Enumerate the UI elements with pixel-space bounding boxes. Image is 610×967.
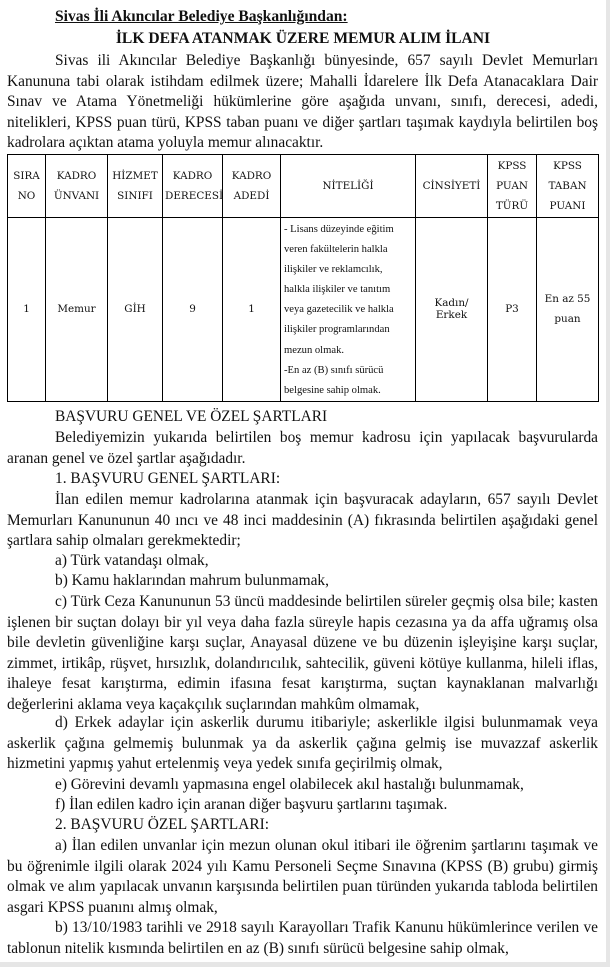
header-sira-no: SIRA NO	[8, 155, 46, 218]
cell-kadro-unvani: Memur	[46, 218, 108, 402]
cell-kpss-taban-puani: En az 55 puan	[537, 218, 599, 402]
position-table	[7, 154, 599, 402]
header-kadro-unvani: KADRO ÜNVANI	[46, 155, 108, 218]
header-cinsiyeti: CİNSİYETİ	[416, 155, 488, 218]
general-intro-paragraph: Belediyemizin yukarıda belirtilen boş memur kadrosu için yapılacak başvurularda aranan genel ve özel şartlar aşağıdadır.	[7, 429, 598, 467]
section-heading-general: BAŞVURU GENEL VE ÖZEL ŞARTLARI	[55, 408, 328, 425]
ozel-item-a: a) İlan edilen unvanlar için mezun olunan okul itibari ile öğrenim şartlarını taşımak ve bu öğrenimle ilgili olarak 2024 yılı Kamu Personeli Seçme Sınavına (KPSS (B) grubu) girmiş olmak ve alım yapılacak unvanın karşısında belirtilen puan türünden yukarıda tabloda belirtilen asgari KPSS puanını almış olmak,	[7, 837, 598, 916]
ozel-sartlar-heading: 2. BAŞVURU ÖZEL ŞARTLARI:	[55, 816, 269, 833]
announcement-title: İLK DEFA ATANMAK ÜZERE MEMUR ALIM İLANI	[115, 30, 491, 47]
genel-item-c: c) Türk Ceza Kanununun 53 üncü maddesinde belirtilen süreler geçmiş olsa bile; kasten işlenen bir suçtan dolayı bir yıl veya daha fazla süreyle hapis cezasına ya da affa uğramış olsa bile devletin güvenliğine karşı suçlar, Anayasal düzene ve bu düzenin işleyişine karşı suçlar, zimmet, irtikâp, rüşvet, hırsızlık, dolandırıcılık, sahtecilik, güveni kötüye kullanma, hileli iflas, ihaleye fesat karıştırma, edimin ifasına fesat karıştırma, suçtan kaynaklanan malvarlığı değerlerini aklama veya kaçakçılık suçlarından mahkûm olmamak,	[7, 593, 598, 713]
table-row	[8, 218, 599, 402]
genel-item-b: b) Kamu haklarından mahrum bulunmamak,	[55, 572, 329, 589]
ozel-item-b: b) 13/10/1983 tarihli ve 2918 sayılı Karayolları Trafik Kanunu hükümlerince verilen ve tablonun nitelik kısmında belirtilen en az (B) sınıfı sürücü belgesine sahip olmak,	[7, 919, 598, 957]
cell-hizmet-sinifi: GİH	[108, 218, 163, 402]
genel-item-a: a) Türk vatandaşı olmak,	[55, 552, 209, 569]
cell-kadro-derecesi: 9	[163, 218, 223, 402]
header-kpss-puan-turu: KPSS PUAN TÜRÜ	[488, 155, 537, 218]
cell-niteligi: - Lisans düzeyinde eğitim veren fakültelerin halkla ilişkiler ve reklamcılık, halkla ilişkiler ve tanıtım veya gazetecilik ve halkla ilişkiler programlarından mezun olmak. -En az (B) sınıfı sürücü belgesine sahip olmak.	[281, 218, 416, 402]
intro-paragraph: Sivas ili Akıncılar Belediye Başkanlığı bünyesinde, 657 sayılı Devlet Memurları Kanununa tabi olarak istihdam edilmek üzere; Mahalli İdarelere İlk Defa Atanacaklara Dair Sınav ve Atama Yönetmeliği hükümlerine göre aşağıda unvanı, sınıfı, derecesi, adedi, nitelikleri, KPSS puan türü, KPSS taban puanı ve diğer şartları taşımak kaydıyla belirtilen boş kadrolara açıktan atama yoluyla memur alınacaktır.	[7, 52, 598, 152]
header-kadro-derecesi: KADRO DERECESİ	[163, 155, 223, 218]
header-hizmet-sinifi: HİZMET SINIFI	[108, 155, 163, 218]
header-niteligi: NİTELİĞİ	[281, 155, 416, 218]
header-kadro-adedi: KADRO ADEDİ	[223, 155, 281, 218]
genel-item-f: f) İlan edilen kadro için aranan diğer başvuru şartlarını taşımak.	[55, 796, 448, 813]
cell-sira-no: 1	[8, 218, 46, 402]
header-kpss-taban-puani: KPSS TABAN PUANI	[537, 155, 599, 218]
cell-kpss-puan-turu: P3	[488, 218, 537, 402]
genel-sartlar-heading: 1. BAŞVURU GENEL ŞARTLARI:	[55, 470, 281, 487]
table-header-row	[8, 155, 599, 218]
genel-item-d: d) Erkek adaylar için askerlik durumu itibariyle; askerlikle ilgisi bulunmamak veya askerlik çağına gelmemiş bulunmak ya da askerlik çağına gelmiş ise muvazzaf askerlik hizmetini yapmış yahut ertelenmiş veya yedek sınıfa geçirilmiş olmak,	[7, 714, 598, 773]
cell-kadro-adedi: 1	[223, 218, 281, 402]
genel-item-e: e) Görevini devamlı yapmasına engel olabilecek akıl hastalığı bulunmamak,	[55, 776, 524, 793]
cell-cinsiyeti: Kadın/ Erkek	[416, 218, 488, 402]
institution-heading: Sivas İli Akıncılar Belediye Başkanlığından:	[55, 8, 348, 25]
genel-sartlar-intro: İlan edilen memur kadrolarına atanmak için başvuracak adayların, 657 sayılı Devlet Memurları Kanununun 40 ıncı ve 48 inci maddesinin (A) fıkrasında belirtilen aşağıdaki genel şartlara sahip olmaları gerekmektedir;	[7, 491, 598, 550]
